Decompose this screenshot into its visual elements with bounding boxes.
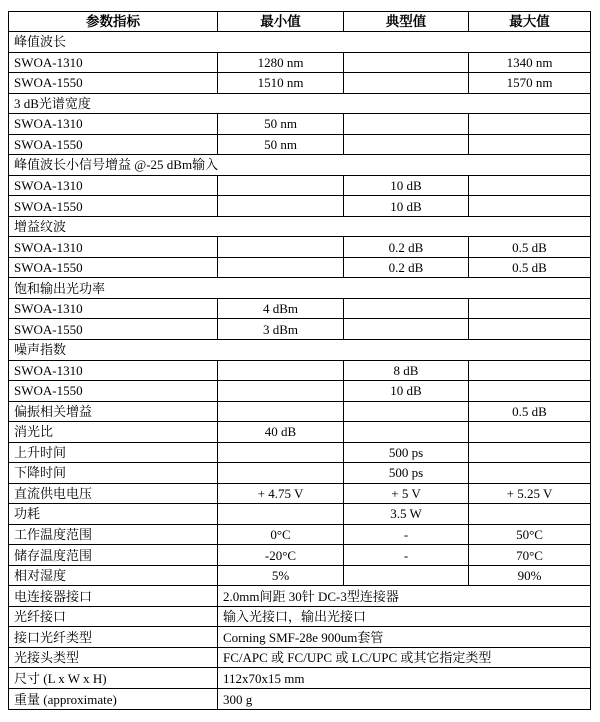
min-value-cell: 4 dBm: [218, 298, 344, 319]
merged-value-cell: 2.0mm间距 30针 DC-3型连接器: [218, 586, 591, 607]
param-label-cell: 光纤接口: [9, 606, 218, 627]
table-row: [9, 196, 591, 217]
typ-value-cell: [344, 565, 469, 586]
col-header-min: 最小值: [218, 12, 344, 32]
merged-value-cell: FC/APC 或 FC/UPC 或 LC/UPC 或其它指定类型: [218, 647, 591, 668]
table-row: [9, 627, 591, 648]
section-label-cell: 3 dB光谱宽度: [9, 93, 591, 114]
param-label-cell: SWOA-1310: [9, 52, 218, 73]
min-value-cell: -20°C: [218, 545, 344, 566]
min-value-cell: 5%: [218, 565, 344, 586]
typ-value-cell: 10 dB: [344, 196, 469, 217]
typ-value-cell: [344, 114, 469, 135]
typ-value-cell: [344, 401, 469, 422]
table-row: [9, 360, 591, 381]
max-value-cell: [469, 134, 591, 155]
table-row: [9, 647, 591, 668]
min-value-cell: 40 dB: [218, 422, 344, 443]
typ-value-cell: 0.2 dB: [344, 237, 469, 258]
table-row: [9, 606, 591, 627]
table-row: [9, 114, 591, 135]
col-header-typical: 典型值: [344, 12, 469, 32]
table-row: [9, 545, 591, 566]
min-value-cell: [218, 237, 344, 258]
table-row: [9, 565, 591, 586]
min-value-cell: [218, 381, 344, 402]
typ-value-cell: 10 dB: [344, 175, 469, 196]
param-label-cell: SWOA-1550: [9, 196, 218, 217]
param-label-cell: SWOA-1310: [9, 298, 218, 319]
min-value-cell: [218, 257, 344, 278]
table-row: [9, 134, 591, 155]
merged-value-cell: 300 g: [218, 689, 591, 710]
max-value-cell: [469, 175, 591, 196]
section-label-cell: 噪声指数: [9, 339, 591, 360]
typ-value-cell: -: [344, 545, 469, 566]
param-label-cell: 电连接器接口: [9, 586, 218, 607]
min-value-cell: 50 nm: [218, 114, 344, 135]
max-value-cell: [469, 422, 591, 443]
section-label-cell: 峰值波长: [9, 32, 591, 53]
table-row: [9, 689, 591, 710]
max-value-cell: 0.5 dB: [469, 237, 591, 258]
typ-value-cell: 500 ps: [344, 463, 469, 484]
table-row: [9, 73, 591, 94]
max-value-cell: + 5.25 V: [469, 483, 591, 504]
min-value-cell: + 4.75 V: [218, 483, 344, 504]
param-label-cell: 功耗: [9, 504, 218, 525]
max-value-cell: [469, 114, 591, 135]
min-value-cell: 0°C: [218, 524, 344, 545]
merged-value-cell: Corning SMF-28e 900um套管: [218, 627, 591, 648]
param-label-cell: 直流供电电压: [9, 483, 218, 504]
spec-table: [8, 11, 591, 710]
typ-value-cell: [344, 298, 469, 319]
table-row: [9, 175, 591, 196]
table-row: [9, 319, 591, 340]
min-value-cell: 3 dBm: [218, 319, 344, 340]
table-row: [9, 257, 591, 278]
table-row: [9, 216, 591, 237]
param-label-cell: 下降时间: [9, 463, 218, 484]
max-value-cell: 70°C: [469, 545, 591, 566]
table-row: [9, 422, 591, 443]
typ-value-cell: 500 ps: [344, 442, 469, 463]
max-value-cell: [469, 360, 591, 381]
typ-value-cell: 0.2 dB: [344, 257, 469, 278]
max-value-cell: [469, 381, 591, 402]
table-row: [9, 668, 591, 689]
max-value-cell: 50°C: [469, 524, 591, 545]
table-row: [9, 586, 591, 607]
param-label-cell: SWOA-1550: [9, 257, 218, 278]
table-row: [9, 463, 591, 484]
max-value-cell: [469, 298, 591, 319]
typ-value-cell: -: [344, 524, 469, 545]
merged-value-cell: 112x70x15 mm: [218, 668, 591, 689]
max-value-cell: 1570 nm: [469, 73, 591, 94]
param-label-cell: 尺寸 (L x W x H): [9, 668, 218, 689]
table-row: [9, 524, 591, 545]
min-value-cell: [218, 504, 344, 525]
param-label-cell: SWOA-1310: [9, 360, 218, 381]
param-label-cell: 相对湿度: [9, 565, 218, 586]
min-value-cell: 1510 nm: [218, 73, 344, 94]
table-row: [9, 237, 591, 258]
min-value-cell: 50 nm: [218, 134, 344, 155]
param-label-cell: 储存温度范围: [9, 545, 218, 566]
header-row: [9, 12, 591, 32]
param-label-cell: 工作温度范围: [9, 524, 218, 545]
table-row: [9, 52, 591, 73]
max-value-cell: [469, 196, 591, 217]
param-label-cell: 光接头类型: [9, 647, 218, 668]
max-value-cell: 1340 nm: [469, 52, 591, 73]
min-value-cell: [218, 442, 344, 463]
table-row: [9, 32, 591, 53]
max-value-cell: 0.5 dB: [469, 401, 591, 422]
min-value-cell: [218, 463, 344, 484]
param-label-cell: SWOA-1310: [9, 114, 218, 135]
param-label-cell: 上升时间: [9, 442, 218, 463]
col-header-parameter: 参数指标: [9, 12, 218, 32]
table-row: [9, 504, 591, 525]
col-header-max: 最大值: [469, 12, 591, 32]
typ-value-cell: 8 dB: [344, 360, 469, 381]
section-label-cell: 峰值波长小信号增益 @-25 dBm输入: [9, 155, 591, 176]
min-value-cell: [218, 360, 344, 381]
param-label-cell: 重量 (approximate): [9, 689, 218, 710]
max-value-cell: 0.5 dB: [469, 257, 591, 278]
param-label-cell: SWOA-1550: [9, 319, 218, 340]
spec-table-body: [9, 32, 591, 710]
max-value-cell: [469, 319, 591, 340]
typ-value-cell: [344, 52, 469, 73]
table-row: [9, 381, 591, 402]
param-label-cell: 偏振相关增益: [9, 401, 218, 422]
param-label-cell: SWOA-1550: [9, 134, 218, 155]
param-label-cell: SWOA-1550: [9, 381, 218, 402]
typ-value-cell: [344, 134, 469, 155]
param-label-cell: SWOA-1550: [9, 73, 218, 94]
table-row: [9, 339, 591, 360]
table-row: [9, 155, 591, 176]
min-value-cell: 1280 nm: [218, 52, 344, 73]
min-value-cell: [218, 401, 344, 422]
param-label-cell: SWOA-1310: [9, 237, 218, 258]
merged-value-cell: 输入光接口，输出光接口: [218, 606, 591, 627]
typ-value-cell: 10 dB: [344, 381, 469, 402]
typ-value-cell: [344, 422, 469, 443]
table-row: [9, 93, 591, 114]
param-label-cell: 消光比: [9, 422, 218, 443]
table-row: [9, 278, 591, 299]
param-label-cell: SWOA-1310: [9, 175, 218, 196]
typ-value-cell: + 5 V: [344, 483, 469, 504]
typ-value-cell: 3.5 W: [344, 504, 469, 525]
table-row: [9, 442, 591, 463]
max-value-cell: [469, 463, 591, 484]
min-value-cell: [218, 175, 344, 196]
max-value-cell: [469, 442, 591, 463]
table-row: [9, 401, 591, 422]
typ-value-cell: [344, 319, 469, 340]
table-row: [9, 298, 591, 319]
section-label-cell: 饱和输出光功率: [9, 278, 591, 299]
section-label-cell: 增益纹波: [9, 216, 591, 237]
max-value-cell: 90%: [469, 565, 591, 586]
max-value-cell: [469, 504, 591, 525]
min-value-cell: [218, 196, 344, 217]
param-label-cell: 接口光纤类型: [9, 627, 218, 648]
table-row: [9, 483, 591, 504]
typ-value-cell: [344, 73, 469, 94]
